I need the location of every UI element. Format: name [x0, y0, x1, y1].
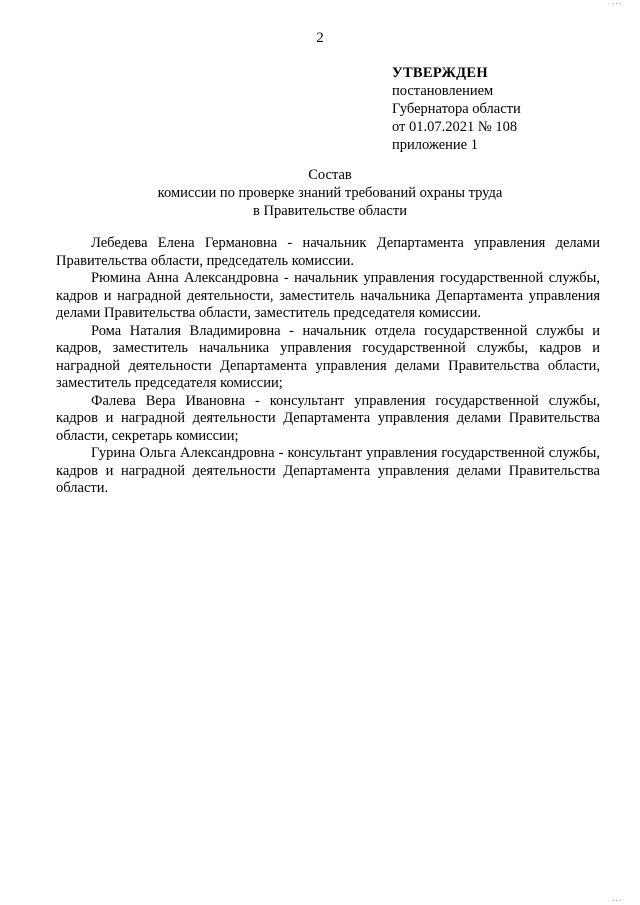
- title-line-composition: Состав: [308, 167, 352, 183]
- bottom-corner-mark: ...: [612, 893, 622, 903]
- title-line-government: в Правительстве области: [253, 203, 407, 219]
- approval-line-governor: Губернатора области: [392, 101, 521, 117]
- document-title: [90, 166, 570, 220]
- member-paragraph: Фалева Вера Ивановна - консультант управления государственной службы, кадров и наградной деятельности Департамента управления делами Правительства области, секретарь комиссии;: [56, 392, 600, 444]
- member-paragraph: Лебедева Елена Германовна - начальник Департамента управления делами Правительства области, председатель комиссии.: [56, 235, 600, 269]
- approval-line-decree: постановлением: [392, 83, 494, 99]
- approval-line-appendix: приложение 1: [392, 137, 478, 153]
- member-paragraph: Гурина Ольга Александровна - консультант управления государственной службы, кадров и наградной деятельности Департамента управления делами Правительства области.: [56, 445, 600, 496]
- page-number: 2: [316, 30, 324, 46]
- top-corner-mark: ...: [612, 0, 622, 6]
- member-paragraph: Рюмина Анна Александровна - начальник управления государственной службы, кадров и наградной деятельности, заместитель начальника Департамента управления делами Правительства области, заместитель председателя комиссии.: [56, 270, 600, 321]
- approval-stamp-block: [392, 64, 521, 154]
- approval-line-date-number: от 01.07.2021 № 108: [392, 119, 518, 135]
- member-paragraph: Рома Наталия Владимировна - начальник отдела государственной службы и кадров, заместитель начальника управления государственной службы, кадров и наградной деятельности Департамента управления делами Правительства области, заместитель председателя комиссии;: [56, 322, 600, 391]
- approved-heading: УТВЕРЖДЕН: [392, 65, 488, 81]
- commission-members-list: [56, 235, 600, 498]
- title-line-commission: комиссии по проверке знаний требований охраны труда: [157, 185, 503, 201]
